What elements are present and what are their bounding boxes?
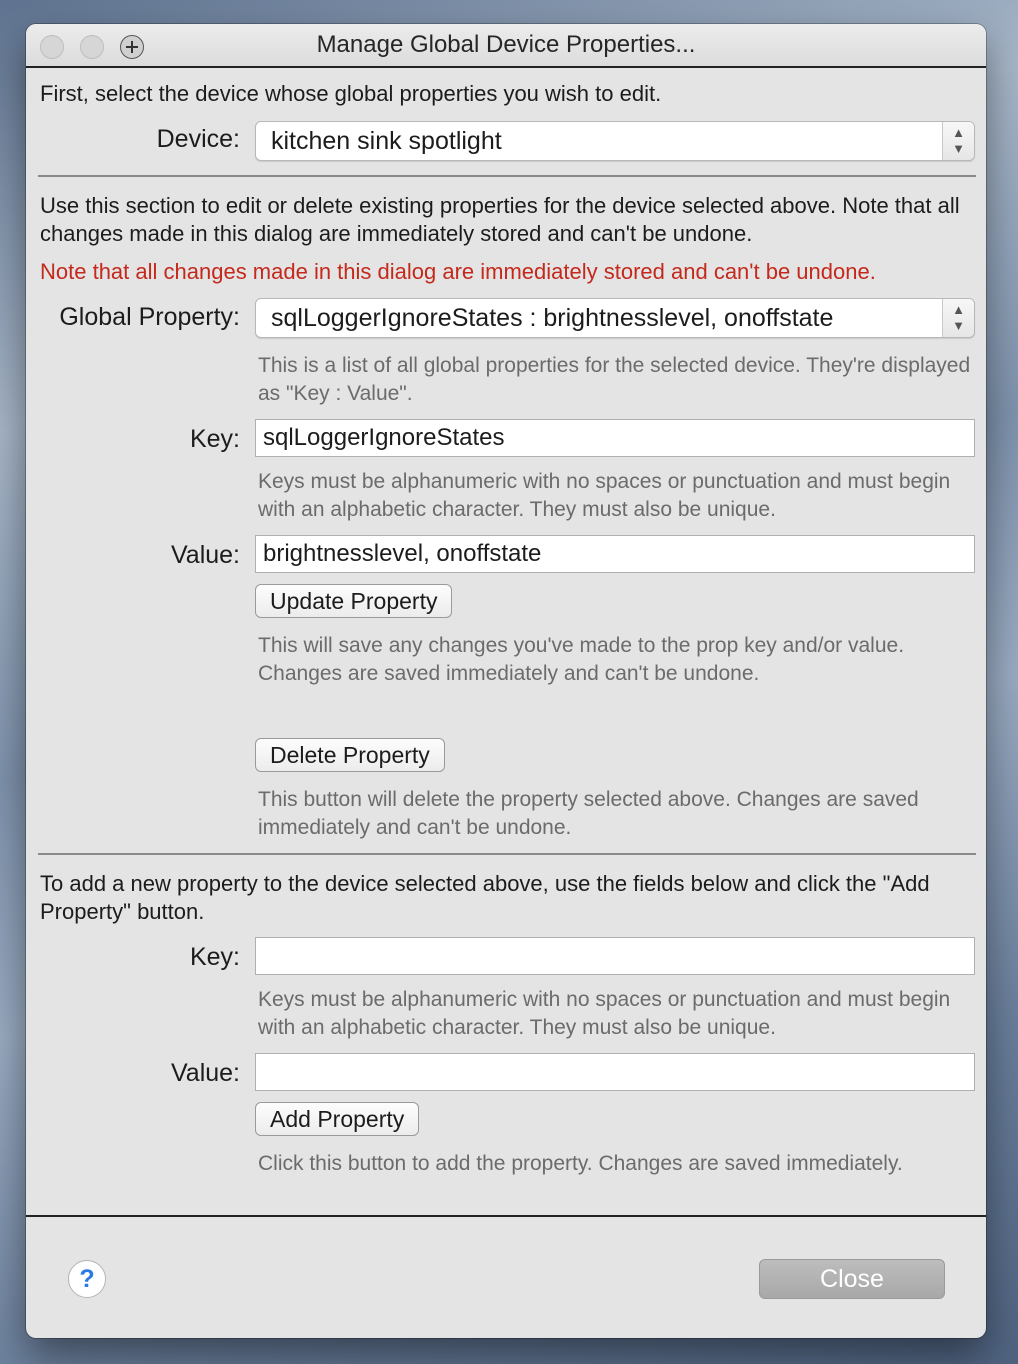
device-popup[interactable] [255,121,975,161]
value-input[interactable] [256,536,974,572]
new-value-field[interactable] [255,1053,975,1091]
value-label: Value: [170,541,240,569]
delete-property-button[interactable]: Delete Property [255,738,445,772]
device-popup-value: kitchen sink spotlight [271,127,502,155]
delete-help: This button will delete the property selected above. Changes are saved immediately and can't be undone. [258,788,919,839]
global-property-label: Global Property: [59,303,240,331]
global-property-popup[interactable] [255,298,975,338]
help-icon[interactable]: ? [68,1260,106,1298]
window-title: Manage Global Device Properties... [316,31,696,58]
new-key-help: Keys must be alphanumeric with no spaces or punctuation and must begin with an alphabetic character. They must also be unique. [258,988,951,1039]
new-key-label: Key: [189,943,240,971]
footer-divider [26,1215,986,1217]
add-intro: To add a new property to the device selected above, use the fields below and click the "Add Property" button. [40,871,930,924]
section-divider [38,175,976,177]
new-key-field[interactable] [255,937,975,975]
value-field[interactable] [255,535,975,573]
key-input[interactable] [256,420,974,456]
key-field[interactable] [255,419,975,457]
global-property-popup-value: sqlLoggerIgnoreStates : brightnesslevel, onoffstate [271,304,834,332]
add-property-button[interactable]: Add Property [255,1102,419,1136]
section-divider [38,853,976,855]
device-intro: First, select the device whose global properties you wish to edit. [40,81,662,106]
popup-stepper-icon: ▲ ▼ [942,299,974,337]
dialog-window [26,24,986,1338]
add-help: Click this button to add the property. Changes are saved immediately. [258,1152,903,1175]
title-bar [26,24,986,68]
edit-intro: Use this section to edit or delete existing properties for the device selected above. Note that all changes made in this dialog are immediately stored and can't be undone. [40,193,960,246]
new-value-input[interactable] [256,1054,974,1090]
key-label: Key: [189,425,240,453]
update-property-button[interactable]: Update Property [255,584,452,618]
key-help: Keys must be alphanumeric with no spaces or punctuation and must begin with an alphabetic character. They must also be unique. [258,470,951,521]
new-value-label: Value: [170,1059,240,1087]
update-help: This will save any changes you've made to the prop key and/or value. Changes are saved immediately and can't be undone. [258,634,905,685]
popup-stepper-icon: ▲ ▼ [942,122,974,160]
device-label: Device: [156,125,240,153]
warning-text: Note that all changes made in this dialog are immediately stored and can't be undone. [40,259,876,284]
close-button[interactable]: Close [759,1259,945,1299]
global-property-help: This is a list of all global properties for the selected device. They're displayed as "Key : Value". [258,354,971,405]
new-key-input[interactable] [256,938,974,974]
